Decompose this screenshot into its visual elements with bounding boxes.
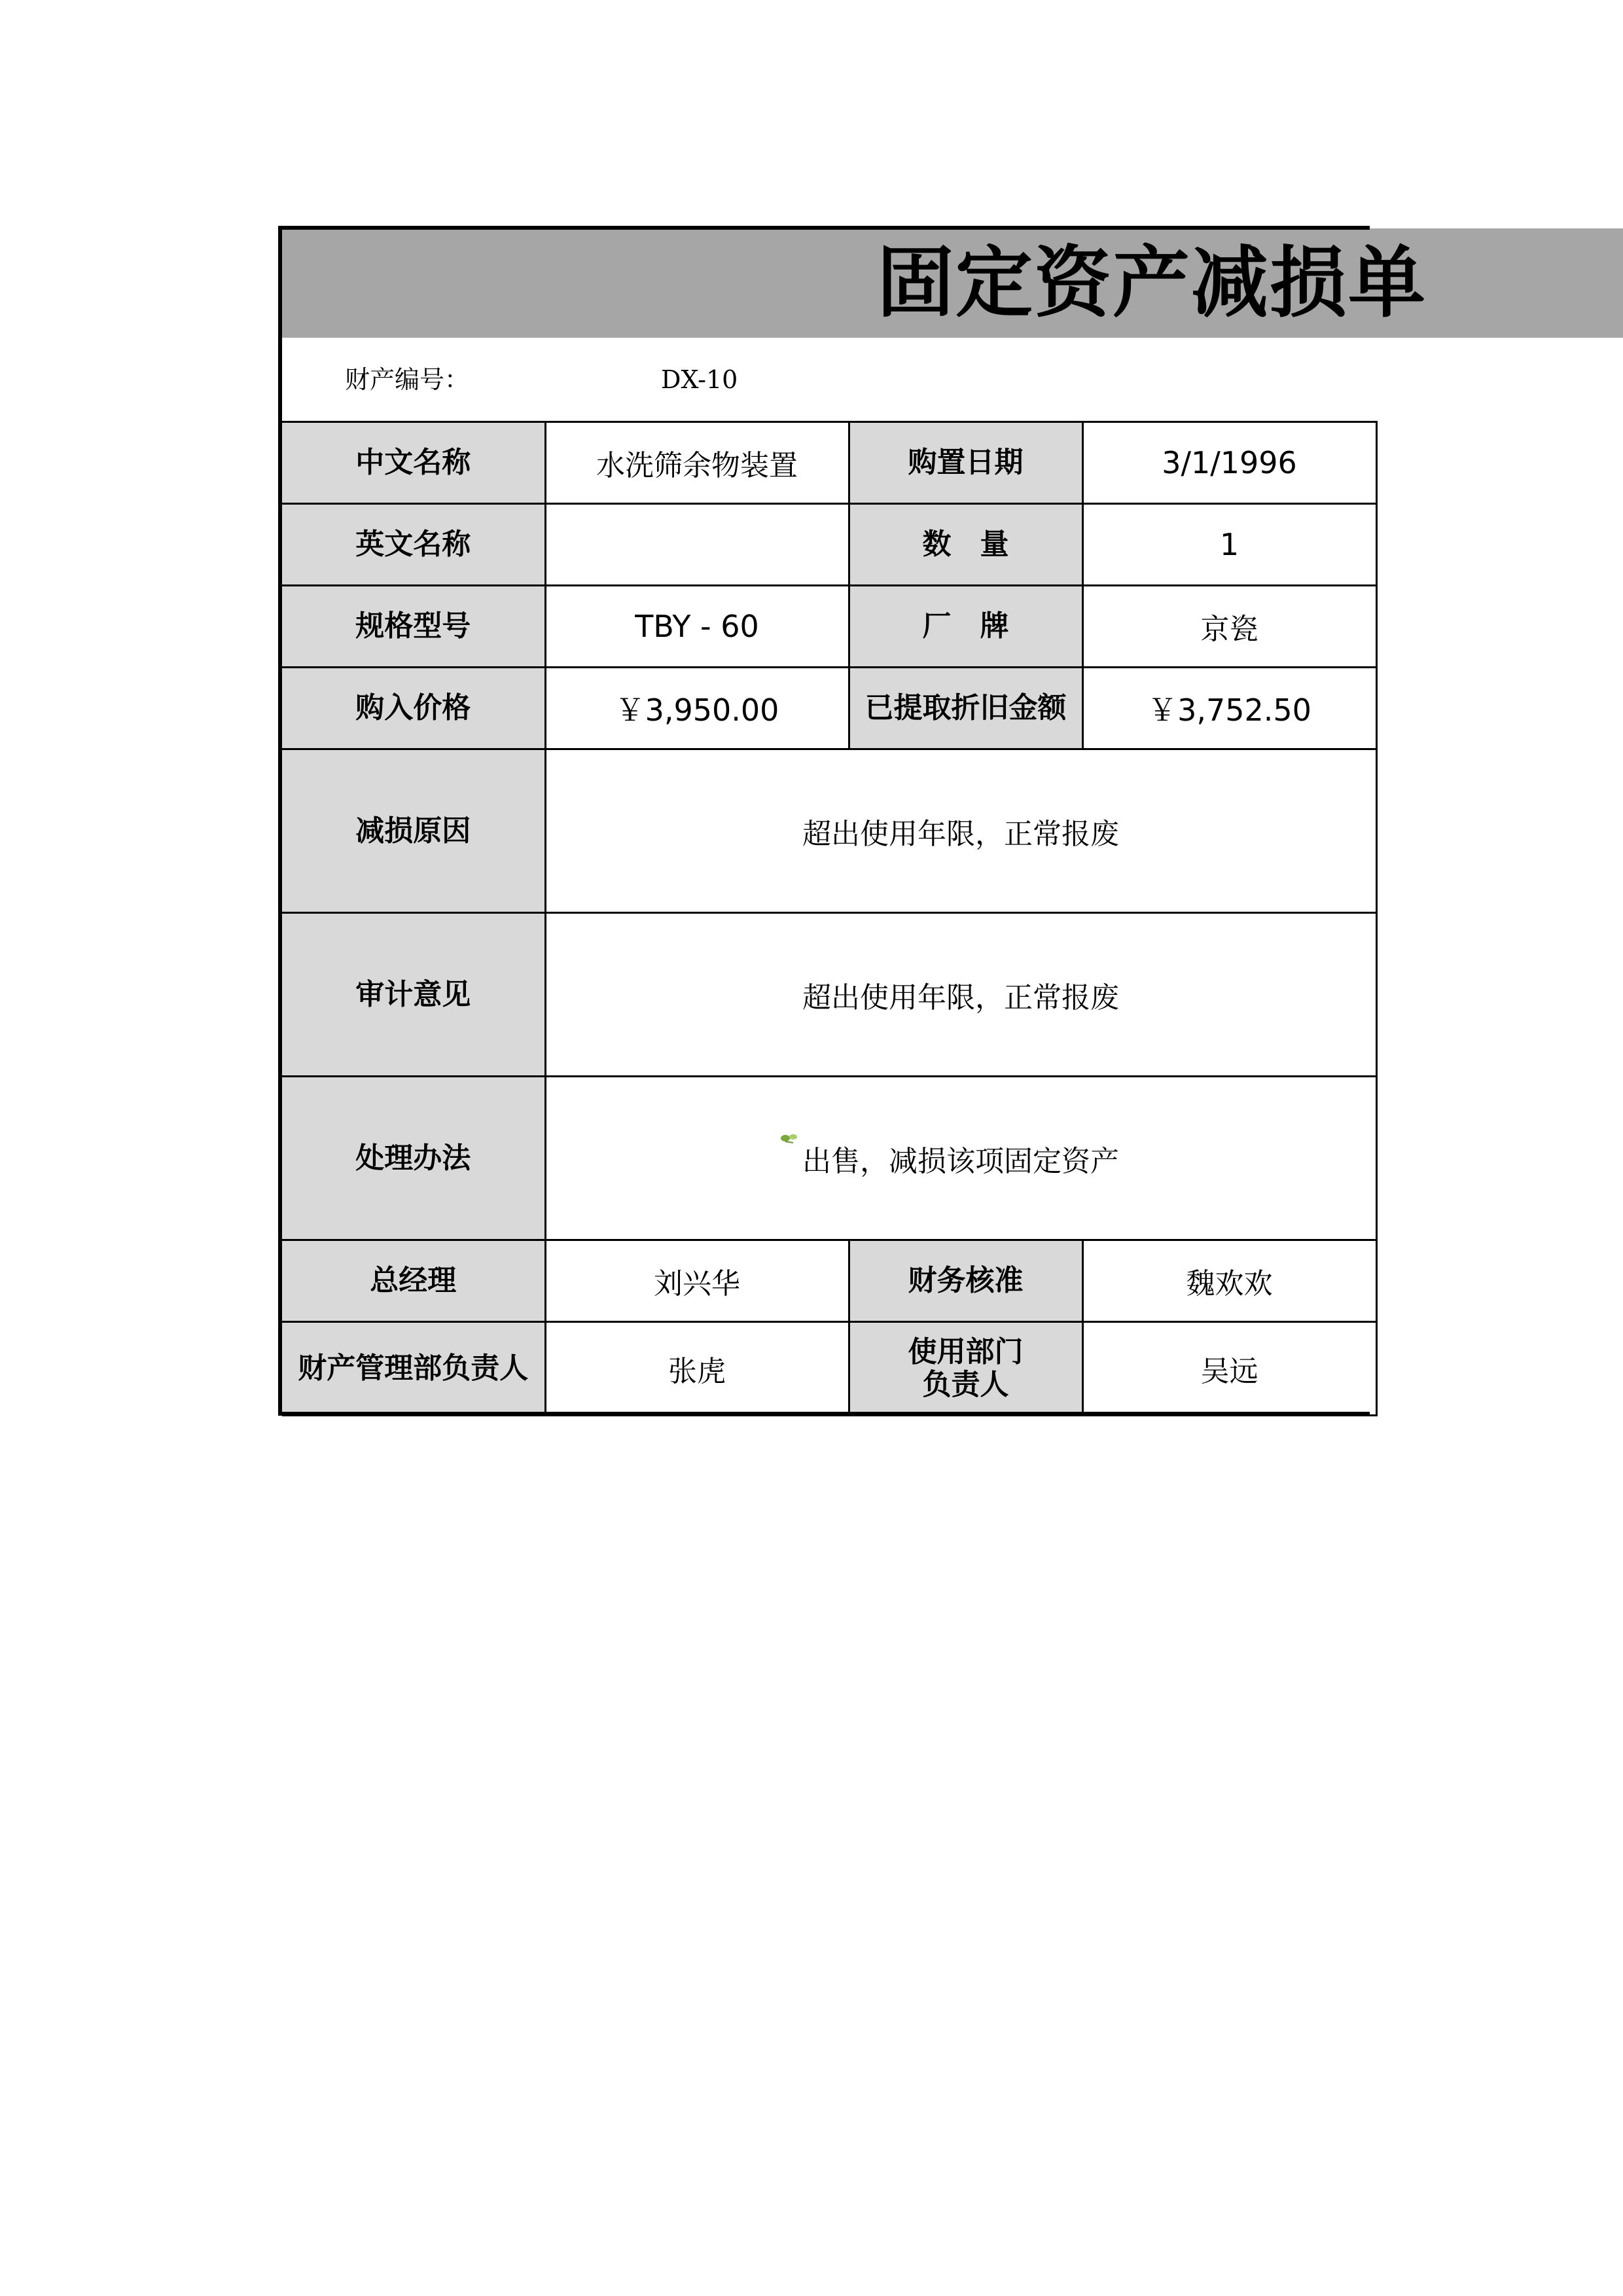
chinese-name-label: 中文名称 [282,422,545,504]
title-clip [281,228,1427,338]
frame-bottom-border [278,1412,1370,1416]
brand-label: 厂 牌 [849,586,1082,668]
row-audit-opinion [282,913,1376,1077]
purchase-price-label: 购入价格 [282,668,545,749]
row-model-brand [282,586,1376,668]
handling-method-label: 处理办法 [282,1077,545,1240]
reduction-reason-label: 减损原因 [282,749,545,913]
property-number-value: DX-10 [661,365,738,394]
property-dept-head-value: 张虎 [545,1322,849,1416]
audit-opinion-value: 超出使用年限，正常报废 [545,913,1376,1077]
depreciation-label: 已提取折旧金额 [849,668,1082,749]
user-dept-head-label [849,1322,1082,1416]
general-manager-value: 刘兴华 [545,1240,849,1322]
finance-approval-value: 魏欢欢 [1082,1240,1376,1322]
general-manager-label: 总经理 [282,1240,545,1322]
depreciation-value: ￥3,752.50 [1082,668,1376,749]
handling-method-value: 出售，减损该项固定资产 [545,1077,1376,1240]
purchase-date-label: 购置日期 [849,422,1082,504]
sprout-icon [780,1132,800,1144]
user-dept-head-label-line2: 负责人 [922,1368,1009,1401]
finance-approval-label: 财务核准 [849,1240,1082,1322]
reduction-reason-value: 超出使用年限，正常报废 [545,749,1376,913]
row-english-quantity [282,504,1376,586]
row-manager-finance [282,1240,1376,1322]
row-handling-method [282,1077,1376,1240]
frame-top-border [278,226,1370,230]
quantity-label: 数 量 [849,504,1082,586]
english-name-label: 英文名称 [282,504,545,586]
form-title: 固定资产减损单 [877,237,1427,328]
model-value: TBY - 60 [545,586,849,668]
row-dept-heads [282,1322,1376,1416]
brand-value: 京瓷 [1082,586,1376,668]
row-name-date [282,422,1376,504]
property-dept-head-label: 财产管理部负责人 [282,1322,545,1416]
row-reduction-reason [282,749,1376,913]
user-dept-head-label-line1: 使用部门 [908,1335,1024,1369]
quantity-value: 1 [1082,504,1376,586]
model-label: 规格型号 [282,586,545,668]
chinese-name-value: 水洗筛余物装置 [545,422,849,504]
property-number-label: 财产编号： [345,365,470,394]
purchase-price-value: ￥3,950.00 [545,668,849,749]
audit-opinion-label: 审计意见 [282,913,545,1077]
user-dept-head-value: 吴远 [1082,1322,1376,1416]
row-price-depreciation [282,668,1376,749]
english-name-value [545,504,849,586]
form-grid [282,421,1369,1412]
purchase-date-value: 3/1/1996 [1082,422,1376,504]
